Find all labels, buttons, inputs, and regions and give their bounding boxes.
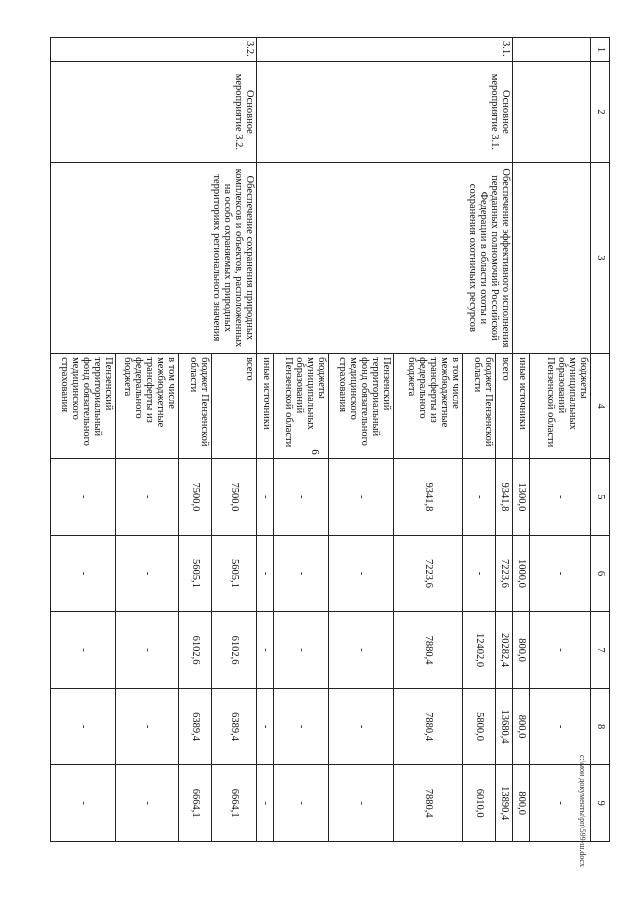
value-cell: 7500,0 [179,459,212,536]
value-cell: 7880,4 [394,612,463,689]
value-cell: - [530,612,591,689]
source-cell: иные источники [257,354,274,459]
value-cell: 7223,6 [394,535,463,612]
header-cell: 4 [591,354,610,459]
table-row [212,38,257,842]
source-cell: в том числе межбюджетные трансферты из федерального бюджета [394,354,463,459]
value-cell: 6664,1 [179,765,212,842]
section-number: 3.2. [51,38,257,62]
value-cell: - [463,535,496,612]
value-cell: - [329,459,394,536]
cell-desc [513,162,591,353]
value-cell: 6664,1 [212,765,257,842]
value-cell: - [257,535,274,612]
value-cell: 7880,4 [394,765,463,842]
value-cell: - [116,688,179,765]
source-cell: бюджет Пензенской области [179,354,212,459]
source-cell: всего [212,354,257,459]
value-cell: 6102,6 [179,612,212,689]
value-cell: 20282,4 [496,612,513,689]
value-cell: - [116,765,179,842]
header-cell: 6 [591,535,610,612]
header-cell: 3 [591,162,610,353]
source-cell: Пензенский территориальный фонд обязательного медицинского страхования [329,354,394,459]
header-cell: 5 [591,459,610,536]
table-row [496,38,513,842]
header-cell: 2 [591,62,610,163]
financing-table [50,37,610,842]
source-cell: бюджет Пензенской области [463,354,496,459]
value-cell: - [329,612,394,689]
table-row [530,38,591,842]
source-cell: Пензенский территориальный фонд обязательного медицинского страхования [51,354,116,459]
page-number: 6 [308,449,321,455]
value-cell: - [116,612,179,689]
section-name: Основное мероприятие 3.1. [257,62,513,163]
value-cell: - [274,459,329,536]
value-cell: 1300,0 [513,459,530,536]
value-cell: - [51,459,116,536]
value-cell: 9341,8 [496,459,513,536]
value-cell: 6102,6 [212,612,257,689]
value-cell: 6010,0 [463,765,496,842]
value-cell: - [257,612,274,689]
value-cell: - [530,535,591,612]
header-cell: 8 [591,688,610,765]
value-cell: 5800,0 [463,688,496,765]
value-cell: - [329,688,394,765]
value-cell: 800,0 [513,765,530,842]
source-cell: в том числе межбюджетные трансферты из федерального бюджета [116,354,179,459]
value-cell: 9341,8 [394,459,463,536]
source-cell: всего [496,354,513,459]
section-description: Обеспечение сохранения природных комплексов и объектов, расположенных на особо охраняемых природных территориях регионального значения [51,162,257,353]
value-cell: 6389,4 [212,688,257,765]
value-cell: - [530,459,591,536]
value-cell: - [51,688,116,765]
value-cell: 13680,4 [496,688,513,765]
value-cell: - [530,688,591,765]
value-cell: - [463,459,496,536]
source-cell: бюджеты муниципальных образований Пензенской области [274,354,329,459]
value-cell: 800,0 [513,612,530,689]
value-cell: - [274,535,329,612]
value-cell: - [257,459,274,536]
value-cell: 1000,0 [513,535,530,612]
value-cell: - [274,612,329,689]
value-cell: 7223,6 [496,535,513,612]
value-cell: - [329,765,394,842]
value-cell: 13890,4 [496,765,513,842]
value-cell: 7880,4 [394,688,463,765]
cell-name [513,62,591,163]
value-cell: - [51,535,116,612]
value-cell: 6389,4 [179,688,212,765]
file-path-footer: c:\мои документы\рп\599-ш.docx [578,755,587,867]
value-cell: - [51,765,116,842]
header-cell: 9 [591,765,610,842]
value-cell: - [116,459,179,536]
value-cell: - [257,688,274,765]
value-cell: - [274,765,329,842]
section-number: 3.1. [257,38,513,62]
value-cell: 5605,1 [179,535,212,612]
section-description: Обеспечение эффективного исполнения переданных полномочий Российской Федерации в области охоты и сохранения охотничьих ресурсов [257,162,513,353]
financing-table-rotated [58,37,610,842]
header-cell: 7 [591,612,610,689]
source-cell: бюджеты муниципальных образований Пензенской области [530,354,591,459]
value-cell: - [329,535,394,612]
value-cell: 12402,0 [463,612,496,689]
header-cell: 1 [591,38,610,62]
value-cell: - [51,612,116,689]
value-cell: 7500,0 [212,459,257,536]
value-cell: 800,0 [513,688,530,765]
value-cell: - [530,765,591,842]
value-cell: - [116,535,179,612]
section-name: Основное мероприятие 3.2. [51,62,257,163]
value-cell: 5605,1 [212,535,257,612]
header-row [591,38,610,842]
cell-num [513,38,591,62]
value-cell: - [274,688,329,765]
value-cell: - [257,765,274,842]
source-cell: иные источники [513,354,530,459]
